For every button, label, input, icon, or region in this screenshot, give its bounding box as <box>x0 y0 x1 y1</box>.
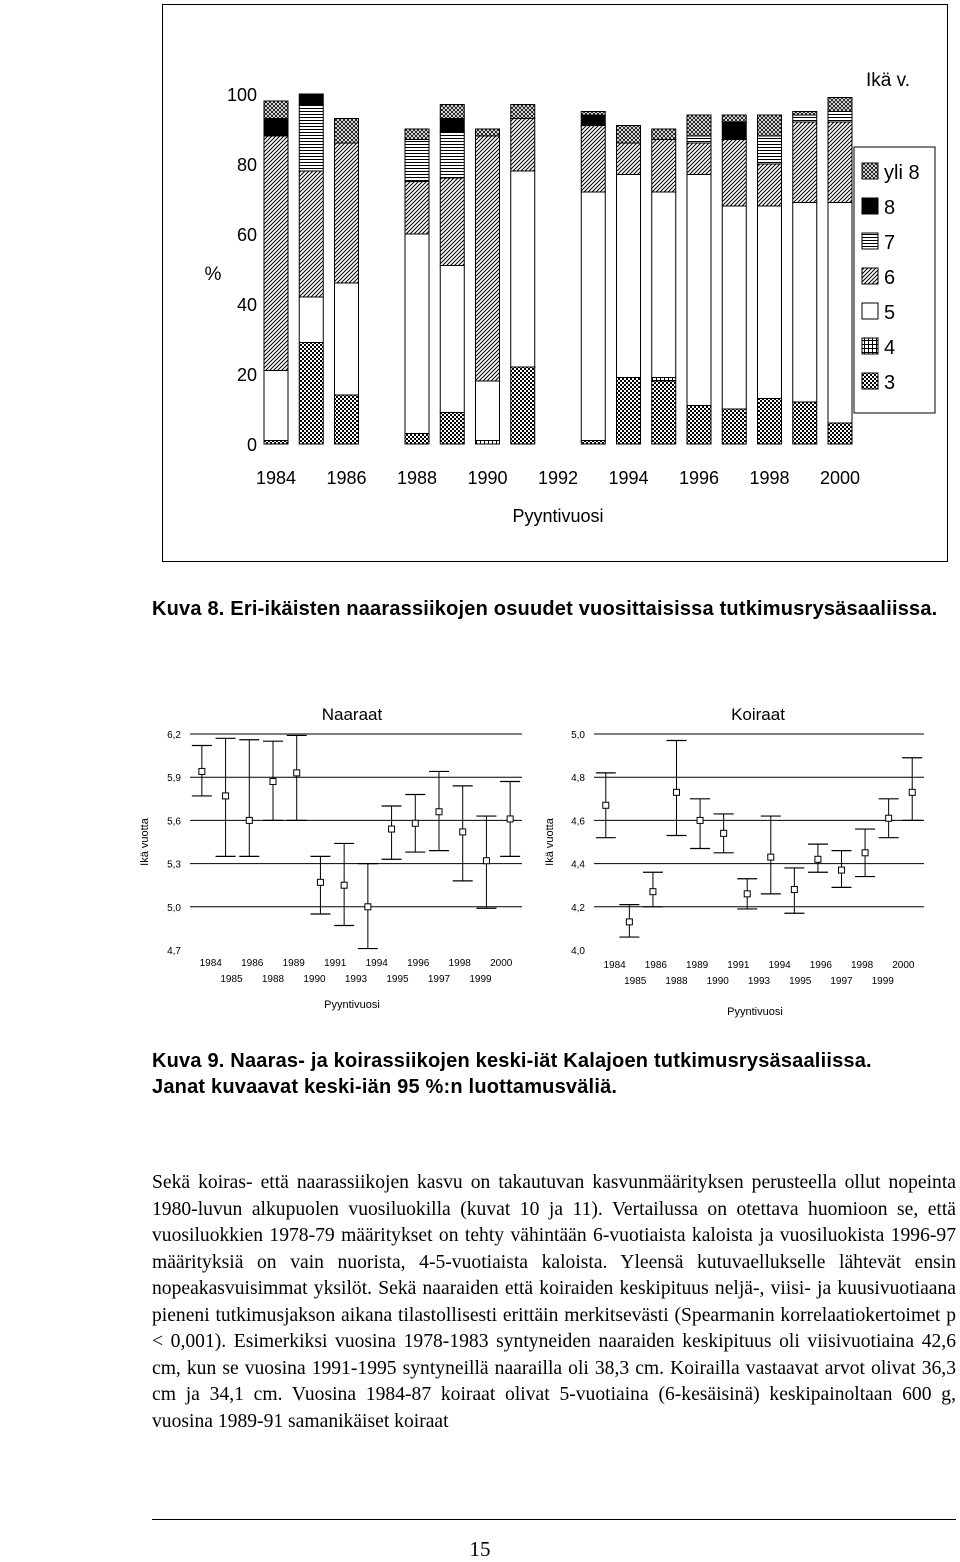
bar-segment <box>299 343 323 445</box>
figure9-caption-line2: Janat kuvaavat keski-iän 95 %:n luottamusväliä. <box>152 1076 618 1098</box>
y-tick-label: 60 <box>236 225 257 245</box>
bar-segment <box>581 115 605 126</box>
mean-marker <box>460 829 466 835</box>
mean-marker <box>886 815 892 821</box>
chart-title: Naaraat <box>321 705 383 724</box>
legend-swatch <box>862 233 878 249</box>
bar-segment <box>793 402 817 444</box>
bar-segment <box>722 409 746 444</box>
bar-segment <box>335 119 359 144</box>
bar-segment <box>440 105 464 119</box>
bar-segment <box>405 234 429 434</box>
y-tick-label: 20 <box>236 365 257 385</box>
x-tick-label: 1985 <box>220 974 243 985</box>
bar-segment <box>299 171 323 297</box>
bar-segment <box>440 266 464 413</box>
legend-title: Ikä v. <box>866 70 910 91</box>
mean-marker <box>507 816 513 822</box>
legend-swatch <box>862 373 878 389</box>
figure9-charts <box>0 690 960 1030</box>
y-tick-label: 6,2 <box>167 730 181 741</box>
mean-marker <box>436 809 442 815</box>
mean-marker <box>791 887 797 893</box>
bar-segment <box>581 112 605 116</box>
bar-segment <box>793 122 817 203</box>
bar-segment <box>476 441 500 445</box>
body-text <box>152 1170 956 1435</box>
bar-segment <box>299 105 323 172</box>
x-tick-label: 1984 <box>603 960 626 971</box>
bar-segment <box>828 122 852 203</box>
x-tick-label: 1984 <box>255 468 297 488</box>
x-tick-label: 1988 <box>396 468 438 488</box>
mean-marker <box>744 891 750 897</box>
y-tick-label: 5,3 <box>167 859 181 871</box>
legend-swatch <box>862 268 878 284</box>
bar-segment <box>652 381 676 444</box>
bar-segment <box>440 119 464 133</box>
x-tick-label: 1994 <box>768 960 791 971</box>
legend-label: yli 8 <box>884 162 920 184</box>
y-tick-label: 5,9 <box>167 773 181 785</box>
bar-segment <box>687 136 711 143</box>
x-tick-label: 1985 <box>624 976 647 987</box>
x-tick-label: 1986 <box>644 960 667 971</box>
x-tick-label: 1991 <box>727 960 750 971</box>
y-tick-label: 100 <box>226 85 257 105</box>
bar-segment <box>476 129 500 136</box>
legend-swatch <box>862 163 878 179</box>
mean-marker <box>412 820 418 826</box>
bar-segment <box>264 371 288 441</box>
x-tick-label: 1996 <box>407 958 430 969</box>
y-tick-label: 4,7 <box>167 946 181 957</box>
x-tick-label: 1994 <box>608 468 649 488</box>
mean-marker <box>603 802 609 808</box>
mean-marker <box>674 789 680 795</box>
x-tick-label: 1996 <box>678 468 720 488</box>
x-tick-label: 2000 <box>819 468 861 488</box>
bar-segment <box>440 413 464 445</box>
mean-marker <box>246 817 252 823</box>
bar-segment <box>652 129 676 140</box>
bar-segment <box>440 178 464 266</box>
y-axis-label: % <box>204 264 222 285</box>
bar-segment <box>687 406 711 445</box>
x-axis-label: Pyyntivuosi <box>727 1006 783 1018</box>
x-tick-label: 1992 <box>537 468 579 488</box>
bar-segment <box>617 378 641 445</box>
legend-label: 3 <box>884 372 896 394</box>
x-tick-label: 1994 <box>365 958 388 969</box>
legend-swatch <box>862 198 878 214</box>
x-tick-label: 1999 <box>469 974 492 985</box>
bar-segment <box>476 381 500 441</box>
y-axis-label: Ikä vuotta <box>544 818 556 866</box>
mean-marker <box>909 789 915 795</box>
bar-segment <box>581 126 605 193</box>
footer-divider <box>152 1519 956 1520</box>
legend-label: 6 <box>884 267 896 289</box>
bar-segment <box>511 171 535 367</box>
x-tick-label: 1997 <box>427 974 451 985</box>
x-tick-label: 1986 <box>241 958 264 969</box>
x-axis-label: Pyyntivuosi <box>324 999 380 1011</box>
bar-segment <box>405 182 429 235</box>
x-tick-label: 1990 <box>706 976 729 987</box>
legend-label: 5 <box>884 302 896 324</box>
bar-segment <box>264 101 288 119</box>
x-tick-label: 1993 <box>747 976 771 987</box>
bar-segment <box>758 164 782 206</box>
x-tick-label: 1990 <box>303 974 326 985</box>
bar-segment <box>722 122 746 140</box>
bar-segment <box>405 129 429 140</box>
y-tick-label: 5,6 <box>167 816 181 828</box>
x-tick-label: 1997 <box>830 976 853 987</box>
bar-segment <box>758 136 782 164</box>
x-tick-label: 1991 <box>324 958 347 969</box>
bar-segment <box>793 112 817 116</box>
bar-segment <box>299 94 323 105</box>
chart-title: Koiraat <box>731 705 785 724</box>
mean-marker <box>862 850 868 856</box>
bar-segment <box>264 136 288 371</box>
bar-segment <box>617 175 641 378</box>
y-tick-label: 80 <box>236 155 257 175</box>
mean-marker <box>317 879 323 885</box>
figure9-caption-line1: Kuva 9. Naaras- ja koirassiikojen keski-iät Kalajoen tutkimusrysäsaaliissa. <box>152 1050 872 1072</box>
bar-segment <box>793 203 817 403</box>
x-tick-label: 1995 <box>789 976 812 987</box>
bar-segment <box>335 283 359 395</box>
bar-segment <box>652 378 676 382</box>
bar-segment <box>793 115 817 122</box>
bar-segment <box>687 143 711 175</box>
legend-swatch <box>862 338 878 354</box>
mean-marker <box>341 882 347 888</box>
figure8-chart <box>0 0 960 570</box>
y-tick-label: 4,8 <box>571 773 585 785</box>
x-axis-label: Pyyntivuosi <box>512 506 604 526</box>
mean-marker <box>294 770 300 776</box>
y-tick-label: 0 <box>246 435 257 455</box>
y-tick-label: 4,6 <box>571 816 585 828</box>
y-axis-label: Ikä vuotta <box>139 818 151 866</box>
bar-segment <box>335 395 359 444</box>
mean-marker <box>815 856 821 862</box>
bar-segment <box>511 105 535 119</box>
bar-segment <box>335 143 359 283</box>
bar-segment <box>828 98 852 112</box>
legend-swatch <box>862 303 878 319</box>
x-tick-label: 2000 <box>490 958 513 969</box>
bar-segment <box>687 115 711 136</box>
mean-marker <box>721 830 727 836</box>
x-tick-label: 1998 <box>448 958 471 969</box>
x-tick-label: 1989 <box>282 958 305 969</box>
x-tick-label: 1990 <box>467 468 508 488</box>
legend-label: 4 <box>884 337 896 359</box>
mean-marker <box>223 793 229 799</box>
x-tick-label: 2000 <box>892 960 915 971</box>
mean-marker <box>483 858 489 864</box>
mean-marker <box>626 919 632 925</box>
x-tick-label: 1986 <box>326 468 367 488</box>
bar-segment <box>722 206 746 409</box>
mean-marker <box>199 768 205 774</box>
mean-marker <box>389 826 395 832</box>
x-tick-label: 1998 <box>851 960 874 971</box>
mean-marker <box>697 817 703 823</box>
bar-segment <box>828 423 852 444</box>
x-tick-label: 1984 <box>199 958 222 969</box>
bar-segment <box>617 126 641 144</box>
y-tick-label: 5,0 <box>571 730 585 741</box>
bar-segment <box>440 133 464 179</box>
bar-segment <box>652 192 676 378</box>
bar-segment <box>264 441 288 445</box>
bar-segment <box>758 399 782 445</box>
mean-marker <box>839 867 845 873</box>
x-tick-label: 1999 <box>871 976 894 987</box>
legend-label: 8 <box>884 197 896 219</box>
x-tick-label: 1989 <box>686 960 709 971</box>
bar-segment <box>581 192 605 441</box>
bar-segment <box>687 175 711 406</box>
legend-label: 7 <box>884 232 896 254</box>
bar-segment <box>299 297 323 343</box>
x-tick-label: 1988 <box>665 976 688 987</box>
figure8-caption: Kuva 8. Eri-ikäisten naarassiikojen osuudet vuosittaisissa tutkimusrysäsaaliissa. <box>152 598 938 620</box>
bar-segment <box>828 203 852 424</box>
x-tick-label: 1988 <box>261 974 285 985</box>
x-tick-label: 1996 <box>809 960 832 971</box>
y-tick-label: 40 <box>236 295 257 315</box>
y-tick-label: 4,0 <box>571 946 585 957</box>
body-paragraph: Sekä koiras- että naarassiikojen kasvu on takautuvan kasvunmäärityksen perusteella ollut nopeinta 1980-luvun alkupuolen vuosiluokilla (kuvat 10 ja 11). Vertailussa on otettava huomioon se, että vuosiluokkien 1978-79 määritykset on tehty vähintään 6-vuotiaista kaloista ja vuosiluokista 1996-97 määrityksiä on vain nuorista, 4-5-vuotiaista kaloista. Yleensä kutuvaellukselle lähtevät ensin nopeakasvuisimmat yksilöt. Sekä naaraiden että koiraiden keskipituus neljä-, viisi- ja kuusivuotiaana pieneni tutkimusjakson aikana tilastollisesti erittäin merkitsevästi (Spearmanin korrelaatiokertoimet p < 0,001). Esimerkiksi vuosina 1978-1983 syntyneiden naaraiden keskipituus oli viisivuotiaina 42,6 cm, kun se vuosina 1991-1995 syntyneillä naarailla oli 38,3 cm. Koirailla vastaavat arvot olivat 36,3 cm ja 34,1 cm. Vuosina 1984-87 koiraat olivat 5-vuotiaina (6-kesäisinä) keskipainoltaan 600 g, vuosina 1989-91 samanikäiset koiraat <box>152 1172 956 1432</box>
bar-segment <box>758 115 782 136</box>
bar-segment <box>511 367 535 444</box>
page-number: 15 <box>469 1537 491 1561</box>
bar-segment <box>581 441 605 445</box>
y-tick-label: 4,2 <box>571 902 585 914</box>
bar-segment <box>511 119 535 172</box>
mean-marker <box>270 779 276 785</box>
y-tick-label: 5,0 <box>167 902 181 914</box>
bar-segment <box>722 115 746 122</box>
mean-marker <box>365 904 371 910</box>
bar-segment <box>758 206 782 399</box>
bar-segment <box>617 143 641 175</box>
mean-marker <box>768 854 774 860</box>
x-tick-label: 1998 <box>749 468 790 488</box>
bar-segment <box>264 119 288 137</box>
bar-segment <box>828 112 852 123</box>
bar-segment <box>476 136 500 381</box>
bar-segment <box>405 434 429 445</box>
bar-segment <box>652 140 676 193</box>
bar-segment <box>722 140 746 207</box>
bar-segment <box>405 140 429 182</box>
y-tick-label: 4,4 <box>571 859 585 871</box>
x-tick-label: 1995 <box>386 974 409 985</box>
x-tick-label: 1993 <box>344 974 368 985</box>
mean-marker <box>650 889 656 895</box>
